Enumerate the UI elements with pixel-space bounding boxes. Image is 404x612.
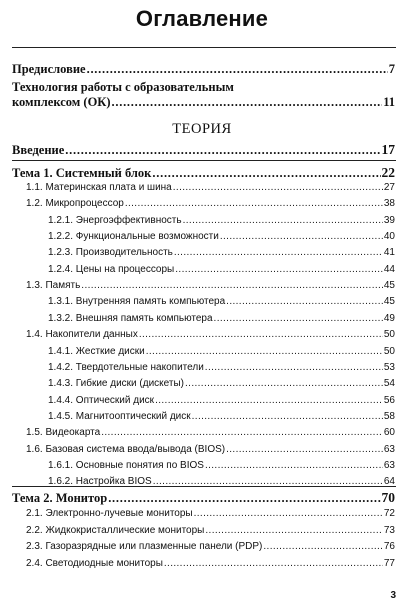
toc-subentry[interactable] [26,508,395,519]
toc-entry-label: Тема 1. Системный блок [12,166,152,180]
toc-subentry[interactable] [48,296,395,307]
toc-subentry[interactable] [48,215,395,226]
dot-leader [192,411,383,422]
toc-entry-page: 53 [383,361,395,373]
toc-entry-label: 1.2.1. Энергоэффективность [48,214,182,226]
toc-entry-page: 72 [383,508,395,519]
toc-entry-page: 17 [381,142,395,157]
toc-entry-page: 11 [383,95,395,109]
toc-entry-label: Предисловие [12,62,86,76]
dot-leader [81,280,383,291]
toc-entry-page: 49 [383,312,395,324]
toc-subentry[interactable] [48,313,395,324]
toc-entry-page: 40 [383,231,395,243]
toc-subentry[interactable] [26,427,395,438]
toc-entry-page: 77 [383,557,395,569]
dot-leader [101,427,383,438]
toc-entry-page: 60 [383,427,395,439]
toc-entry-intro[interactable] [12,142,395,158]
toc-entry-label: 1.6. Базовая система ввода/вывода (BIOS) [26,443,226,455]
toc-entry-label: 1.4.2. Твердотельные накопители [48,361,204,373]
dot-leader [155,395,383,406]
toc-entry-label: Введение [12,143,65,157]
divider [12,486,396,487]
toc-entry-page: 64 [383,476,395,488]
toc-entry-topic1[interactable] [12,165,395,181]
toc-entry-label: 1.2.2. Функциональные возможности [48,231,219,243]
toc-subentry[interactable] [26,558,395,569]
dot-leader [139,329,383,340]
page-title: Оглавление [135,6,269,31]
toc-entry-page: 56 [383,394,395,406]
toc-entry-technology[interactable] [12,95,395,110]
dot-leader [146,346,383,357]
toc-entry-preface[interactable] [12,62,395,77]
dot-leader [185,378,383,389]
dot-leader [173,182,383,193]
toc-entry-label: 1.4.1. Жесткие диски [48,345,145,357]
dot-leader [183,215,383,226]
dot-leader [205,460,383,471]
toc-entry-label: 1.3. Память [26,280,81,292]
toc-entry-page: 38 [383,198,395,210]
toc-subentry[interactable] [26,280,395,291]
toc-subentry[interactable] [48,460,395,471]
dot-leader [87,62,388,77]
toc-entry-page: 50 [383,329,395,341]
dot-leader [108,491,380,506]
toc-entry-page: 58 [383,410,395,422]
toc-entry-label: 1.3.2. Внешняя память компьютера [48,312,213,324]
divider [12,160,396,161]
toc-entry-page: 7 [388,62,395,76]
toc-entry-technology-line1[interactable]: Технология работы с образовательным [12,80,234,94]
dot-leader [152,166,380,181]
toc-subentry[interactable] [26,541,395,552]
dot-leader [112,95,383,110]
toc-entry-label: 2.1. Электронно-лучевые мониторы [26,508,193,519]
toc-entry-page: 22 [381,165,395,180]
toc-entry-page: 39 [383,214,395,226]
toc-entry-label: 2.4. Светодиодные мониторы [26,557,163,569]
toc-entry-label: 1.6.2. Настройка BIOS [48,476,152,488]
toc-entry-label: 1.3.1. Внутренняя память компьютера [48,296,226,308]
toc-entry-label: Тема 2. Монитор [12,491,108,505]
dot-leader [174,247,383,258]
toc-entry-label: 1.4.3. Гибкие диски (дискеты) [48,378,184,390]
dot-leader [214,313,383,324]
toc-entry-label: 1.5. Видеокарта [26,427,101,439]
toc-subentry[interactable] [48,362,395,373]
page-number: 3 [390,590,396,601]
toc-entry-label: 1.4.5. Магнитооптический диск [48,410,191,422]
toc-entry-label: 1.4.4. Оптический диск [48,394,155,406]
dot-leader [226,296,383,307]
dot-leader [125,198,383,209]
toc-subentry[interactable] [26,525,395,536]
dot-leader [220,231,383,242]
toc-entry-label: 2.2. Жидкокристаллические мониторы [26,524,205,536]
toc-entry-label: 1.4. Накопители данных [26,329,138,341]
toc-subentry[interactable] [48,231,395,242]
toc-entry-topic2[interactable] [12,490,395,506]
toc-subentry[interactable] [48,411,395,422]
toc-subentry[interactable] [48,378,395,389]
toc-entry-page: 41 [383,247,395,259]
dot-leader [65,143,380,158]
dot-leader [175,264,383,275]
toc-entry-page: 44 [383,263,395,275]
toc-entry-page: 63 [383,443,395,455]
toc-subentry[interactable] [26,329,395,340]
toc-subentry[interactable] [48,346,395,357]
toc-entry-label: 1.1. Материнская плата и шина [26,182,172,193]
toc-entry-page: 50 [383,345,395,357]
toc-entry-page: 73 [383,524,395,536]
toc-subentry[interactable] [48,395,395,406]
toc-entry-page: 45 [383,280,395,292]
toc-entry-page: 45 [383,296,395,308]
toc-entry-label: 1.2.4. Цены на процессоры [48,263,175,275]
dot-leader [205,362,383,373]
toc-subentry[interactable] [48,264,395,275]
dot-leader [226,444,383,455]
toc-entry-page: 63 [383,459,395,471]
toc-entry-page: 70 [381,490,395,505]
divider [12,47,396,48]
toc-entry-page: 27 [383,182,395,193]
toc-entry-page: 76 [383,541,395,552]
toc-subentry[interactable] [26,444,395,455]
toc-subentry[interactable] [26,182,395,193]
toc-entry-label: 1.2. Микропроцессор [26,198,124,210]
toc-entry-page: 54 [383,378,395,390]
section-heading: ТЕОРИЯ [172,121,232,137]
dot-leader [194,508,383,519]
dot-leader [164,558,383,569]
toc-subentry[interactable] [26,198,395,209]
toc-entry-label: 1.6.1. Основные понятия по BIOS [48,459,204,471]
toc-entry-label: 2.3. Газоразрядные или плазменные панели (PDP) [26,541,263,552]
dot-leader [263,541,383,552]
toc-entry-label: 1.2.3. Производительность [48,247,173,259]
toc-subentry[interactable] [48,247,395,258]
dot-leader [205,525,383,536]
toc-entry-label: комплексом (ОК) [12,95,111,109]
